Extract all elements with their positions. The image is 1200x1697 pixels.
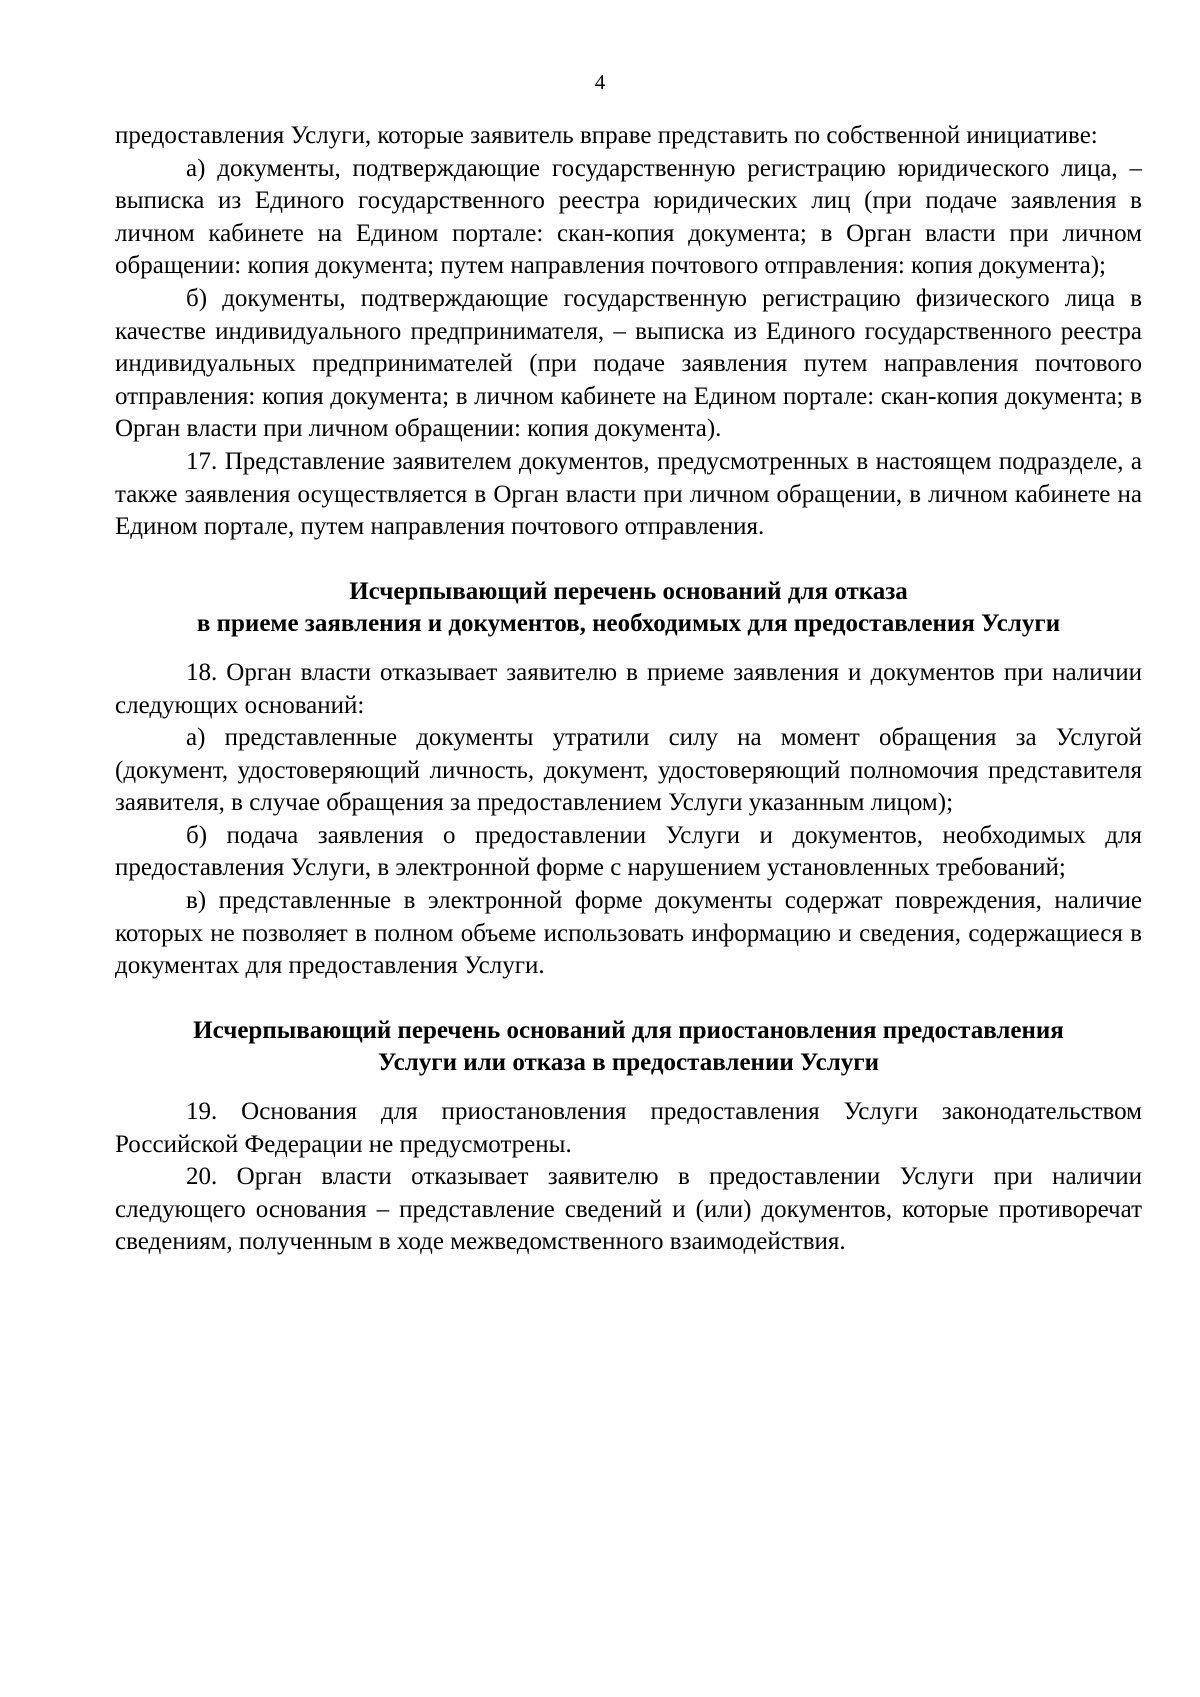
paragraph-continuation: предоставления Услуги, которые заявитель вправе представить по собственной инициативе: [115,122,1098,149]
paragraph-18: 18. Орган власти отказывает заявителю в приеме заявления и документов при наличии следующих оснований: [115,658,1142,719]
section-heading-line: Услуги или отказа в предоставлении Услуги [377,1049,880,1077]
paragraph-item-b: б) документы, подтверждающие государственную регистрацию физического лица в качестве индивидуального предпринимателя, – выписка из Единого государственного реестра индивидуальных предпринимателей (при подаче заявления путем направления почтового отправления: копия документа; в личном кабинете на Едином портале: скан-копия документа; в Орган власти при личном обращении: копия документа). [115,284,1142,443]
document-body [115,120,1142,1259]
section-heading-line: Исчерпывающий перечень оснований для отказа [349,577,908,605]
page-number: 4 [594,70,606,94]
paragraph-18-item-c: в) представленные в электронной форме документы содержат повреждения, наличие которых не позволяет в полном объеме использовать информацию и сведения, содержащиеся в документах для предоставления Услуги. [115,887,1142,980]
paragraph-19: 19. Основания для приостановления предоставления Услуги законодательством Российской Федерации не предусмотрены. [115,1098,1142,1158]
paragraph-18-item-b: б) подача заявления о предоставлении Услуги и документов, необходимых для предоставления Услуги, в электронной форме с нарушением установленных требований; [115,821,1142,882]
paragraph-item-a: а) документы, подтверждающие государственную регистрацию юридического лица, – выписка из Единого государственного реестра юридических лиц (при подаче заявления в личном кабинете на Едином портале: скан-копия документа; в Орган власти при личном обращении: копия документа; путем направления почтового отправления: копия документа); [115,154,1142,280]
paragraph-18-item-a: а) представленные документы утратили силу на момент обращения за Услугой (документ, удостоверяющий личность, документ, удостоверяющий полномочия представителя заявителя, в случае обращения за предоставлением Услуги указанным лицом); [115,724,1142,817]
section-refusal-acceptance-body [115,657,1142,983]
section-heading-line: в приеме заявления и документов, необходимых для предоставления Услуги [196,610,1061,638]
paragraph-17: 17. Представление заявителем документов, предусмотренных в настоящем подразделе, а также заявления осуществляется в Орган власти при личном обращении, в личном кабинете на Едином портале, путем направления почтового отправления. [115,447,1142,541]
section-heading-line: Исчерпывающий перечень оснований для приостановления предоставления [193,1016,1064,1044]
section-heading-suspension-refusal [115,1015,1142,1080]
paragraph-20: 20. Орган власти отказывает заявителю в предоставлении Услуги при наличии следующего основания – представление сведений и (или) документов, которые противоречат сведениям, полученным в ходе межведомственного взаимодействия. [115,1163,1142,1256]
section-heading-refusal-acceptance [115,576,1142,641]
section-suspension-refusal-body [115,1096,1142,1259]
